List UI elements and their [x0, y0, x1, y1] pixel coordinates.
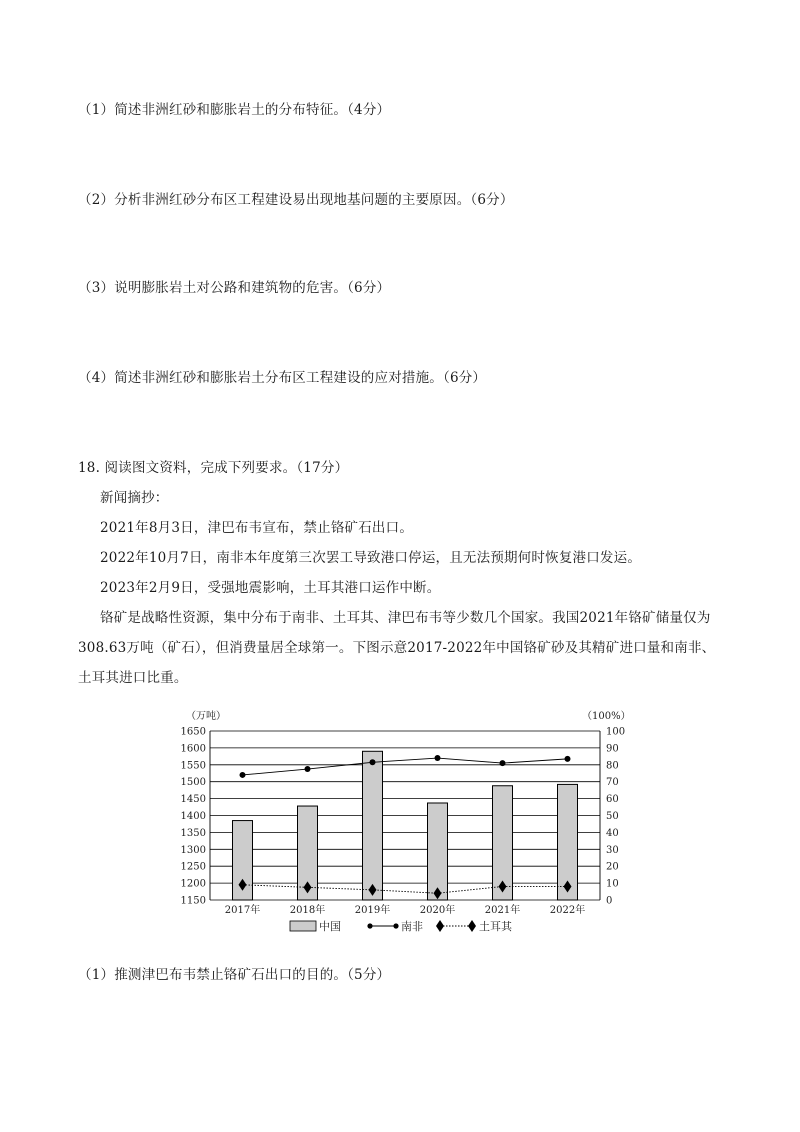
legend-marker-south-africa	[367, 923, 372, 928]
left-tick-label: 1300	[180, 844, 206, 856]
x-tick-label: 2020年	[419, 905, 456, 916]
left-tick-label: 1650	[180, 726, 206, 738]
left-tick-label: 1200	[180, 878, 206, 890]
legend-label-south-africa: 南非	[401, 920, 423, 933]
left-tick-label: 1500	[180, 777, 206, 789]
chrome-import-chart	[170, 700, 640, 945]
point-south-africa	[500, 760, 506, 766]
right-axis-unit: （100%）	[582, 711, 631, 722]
right-tick-label: 10	[606, 878, 619, 890]
legend-marker-south-africa	[393, 923, 398, 928]
right-tick-label: 20	[606, 861, 619, 873]
q18-sub-question-1: （1）推测津巴布韦禁止铬矿石出口的目的。（5分）	[78, 967, 391, 983]
chart-lines	[239, 755, 572, 899]
line-turkey	[243, 885, 568, 893]
news-item-1: 2021年8月3日，津巴布韦宣布，禁止铬矿石出口。	[100, 520, 414, 536]
legend-marker-turkey	[436, 920, 444, 932]
right-tick-label: 70	[606, 777, 619, 789]
x-tick-label: 2018年	[289, 905, 326, 916]
point-south-africa	[370, 759, 376, 765]
x-tick-label: 2017年	[224, 905, 261, 916]
right-tick-label: 50	[606, 811, 619, 822]
line-south-africa	[243, 758, 568, 775]
x-tick-label: 2021年	[484, 905, 521, 916]
point-south-africa	[240, 772, 246, 778]
news-item-2: 2022年10月7日，南非本年度第三次罢工导致港口停运，且无法预期何时恢复港口发运。	[100, 550, 642, 566]
question-3: （3）说明膨胀岩土对公路和建筑物的危害。（6分）	[78, 280, 391, 296]
right-tick-label: 40	[606, 827, 619, 839]
x-tick-label: 2022年	[549, 905, 586, 916]
legend-label-turkey: 土耳其	[479, 920, 512, 933]
legend-label-china: 中国	[319, 920, 341, 933]
q18-title: 18. 阅读图文资料，完成下列要求。（17分）	[78, 460, 349, 476]
bar-china	[363, 751, 383, 900]
chart-legend	[290, 919, 513, 933]
right-tick-label: 100	[606, 726, 626, 738]
x-tick-label: 2019年	[354, 905, 391, 916]
question-1: （1）简述非洲红砂和膨胀岩土的分布特征。（4分）	[78, 102, 391, 118]
point-south-africa	[565, 756, 571, 762]
paragraph-line-3: 土耳其进口比重。	[78, 670, 188, 686]
right-tick-label: 60	[606, 794, 619, 806]
paragraph-line-1: 铬矿是战略性资源，集中分布于南非、土耳其、津巴布韦等少数几个国家。我国2021年铬矿储量仅为	[100, 610, 711, 626]
news-heading: 新闻摘抄：	[100, 490, 169, 506]
point-south-africa	[435, 755, 441, 761]
left-tick-label: 1600	[180, 743, 206, 755]
left-tick-label: 1550	[180, 760, 206, 772]
paragraph-line-2: 308.63万吨（矿石），但消费量居全球第一。下图示意2017-2022年中国铬矿砂及其精矿进口量和南非、	[78, 640, 716, 656]
legend-swatch-china	[290, 921, 316, 931]
left-tick-label: 1450	[180, 794, 206, 806]
chart-bars	[233, 751, 578, 900]
left-tick-label: 1350	[180, 827, 206, 839]
left-axis-unit: （万吨）	[186, 711, 226, 722]
news-item-3: 2023年2月9日，受强地震影响，土耳其港口运作中断。	[100, 580, 441, 596]
chart-grid	[210, 731, 600, 900]
bar-china	[428, 803, 448, 900]
question-2: （2）分析非洲红砂分布区工程建设易出现地基问题的主要原因。（6分）	[78, 192, 514, 208]
right-tick-label: 30	[606, 844, 619, 856]
legend-marker-turkey	[468, 920, 476, 932]
question-4: （4）简述非洲红砂和膨胀岩土分布区工程建设的应对措施。（6分）	[78, 370, 487, 386]
point-south-africa	[305, 766, 311, 772]
left-tick-label: 1400	[180, 811, 206, 822]
left-tick-label: 1150	[180, 895, 206, 907]
right-tick-label: 90	[606, 743, 619, 755]
right-tick-label: 80	[606, 760, 619, 772]
left-tick-label: 1250	[180, 861, 206, 873]
right-tick-label: 0	[606, 895, 613, 907]
